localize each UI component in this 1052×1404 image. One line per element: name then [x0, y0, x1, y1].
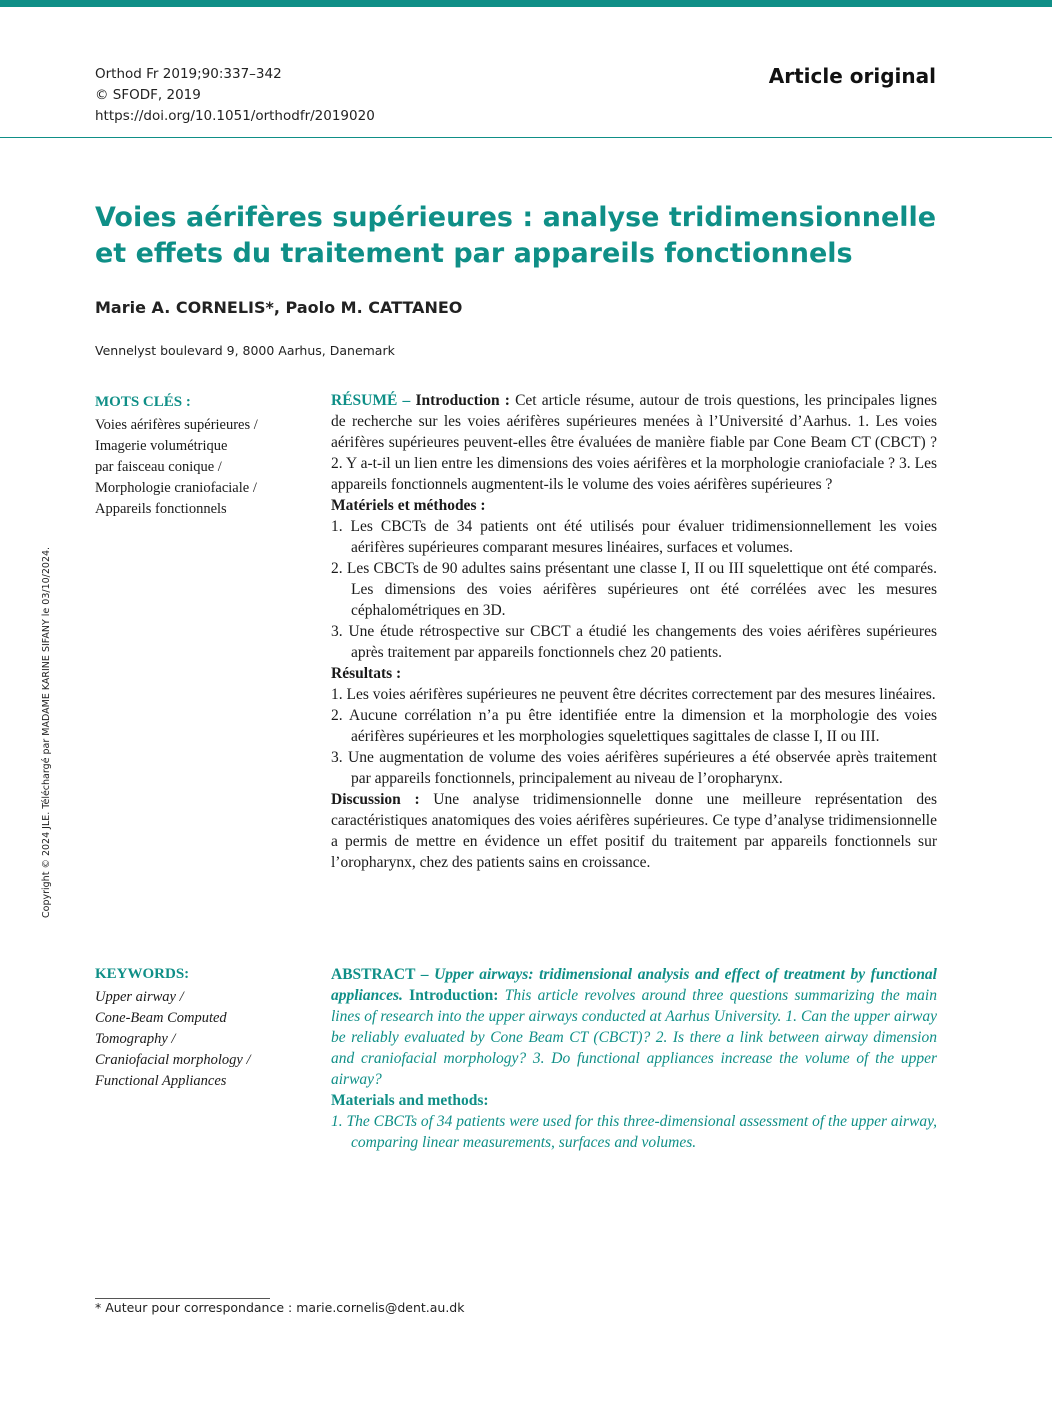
corresponding-author-footnote: * Auteur pour correspondance : marie.cornelis@dent.au.dk: [95, 1300, 465, 1315]
list-item: 1. Les CBCTs de 34 patients ont été utilisés pour évaluer tridimensionnellement les voies aérifères supérieures comparant mesures linéaires, surfaces et volumes.: [331, 518, 937, 556]
keyword-item: Appareils fonctionnels: [95, 501, 227, 517]
side-copyright-notice: Copyright © 2024 JLE. Téléchargé par MADAME KARINE SIFANY le 03/10/2024.: [41, 546, 52, 918]
resume-intro-text: Cet article résume, autour de trois questions, les principales lignes de recherche sur les voies aérifères supérieures menées à l’Université d’Aarhus. 1. Les voies aérifères supérieures peuvent-elles être évaluées de manière fiable par Cone Beam CT (CBCT) ? 2. Y a-t-il un lien entre les dimensions des voies aérifères et la morphologie craniofaciale ? 3. Les appareils fonctionnels augmentent-ils le volume des voies aérifères supérieures ?: [331, 392, 938, 493]
title-line-2: et effets du traitement par appareils fonctionnels: [95, 238, 853, 269]
abstract-label: ABSTRACT –: [331, 966, 429, 983]
resume-discussion: [331, 789, 937, 873]
abstract-methods-heading: Materials and methods:: [331, 1092, 489, 1109]
resume-results-heading: Résultats :: [331, 665, 402, 682]
resume-discussion-text: Une analyse tridimensionnelle donne une meilleure représentation des caractéristiques anatomiques des voies aérifères supérieures. Ce type d’analyse tridimensionnelle a permis de mettre en évidence un effet positif du traitement par appareils fonctionnels sur l’oropharynx, chez des patients sains en croissance.: [331, 791, 937, 871]
resume-intro: [331, 390, 937, 495]
keyword-item: Morphologie craniofaciale /: [95, 480, 257, 496]
list-item: 3. Une étude rétrospective sur CBCT a étudié les changements des voies aérifères supérieures après traitement par appareils fonctionnels chez 20 patients.: [331, 623, 937, 661]
affiliation: Vennelyst boulevard 9, 8000 Aarhus, Danemark: [95, 343, 395, 358]
keyword-item: Cone-Beam Computed: [95, 1010, 227, 1026]
resume-methods-list: [331, 516, 937, 663]
abstract-en: [331, 964, 937, 1153]
keyword-item: Tomography /: [95, 1031, 176, 1047]
list-item: 2. Aucune corrélation n’a pu être identifiée entre la dimension et la morphologie des voies aérifères supérieures et les morphologies squelettiques sagittales de classe I, II ou III.: [331, 707, 937, 745]
list-item: 3. Une augmentation de volume des voies aérifères supérieures a été observée après traitement par appareils fonctionnels, principalement au niveau de l’oropharynx.: [331, 749, 937, 787]
resume-intro-label: Introduction :: [415, 392, 510, 409]
article-title: [95, 200, 955, 272]
list-item: 1. The CBCTs of 34 patients were used for this three-dimensional assessment of the upper airway, comparing linear measurements, surfaces and volumes.: [331, 1113, 937, 1151]
citation-block: [95, 64, 375, 127]
copyright-line: © SFODF, 2019: [95, 87, 201, 103]
journal-citation: Orthod Fr 2019;90:337–342: [95, 66, 282, 82]
authors: Marie A. CORNELIS*, Paolo M. CATTANEO: [95, 298, 463, 317]
keyword-item: Imagerie volumétrique: [95, 438, 228, 454]
abstract-title: Upper airways: tridimensional analysis and effect of treatment by functional appliances.: [331, 966, 937, 1004]
abstract-intro-text: This article revolves around three questions summarizing the main lines of research into the upper airways conducted at Aarhus University. 1. Can the upper airway be reliably evaluated by Cone Beam CT (CBCT)? 2. Is there a link between airway dimension and craniofacial morphology? 3. Do functional appliances increase the volume of the upper airway?: [331, 987, 937, 1088]
abstract-intro-label: Introduction:: [409, 987, 499, 1004]
keyword-item: par faisceau conique /: [95, 459, 222, 475]
resume-methods-heading: Matériels et méthodes :: [331, 497, 486, 514]
article-type: Article original: [768, 64, 936, 88]
keyword-item: Functional Appliances: [95, 1073, 227, 1089]
abstract-methods-list: [331, 1111, 937, 1153]
resume-results-list: [331, 684, 937, 789]
keyword-item: Voies aérifères supérieures /: [95, 417, 258, 433]
keyword-item: Craniofacial morphology /: [95, 1052, 251, 1068]
top-accent-bar: [0, 0, 1052, 7]
footnote-divider: [95, 1298, 270, 1299]
keyword-item: Upper airway /: [95, 989, 184, 1005]
keywords-en: [95, 964, 305, 1092]
resume-discussion-label: Discussion :: [331, 791, 420, 808]
list-item: 2. Les CBCTs de 90 adultes sains présentant une classe I, II ou III squelettique ont été comparés. Les dimensions des voies aérifères supérieures ont été corrélées avec les mesures céphalométriques en 3D.: [331, 560, 937, 619]
keywords-fr: [95, 392, 305, 520]
resume-fr: [331, 390, 937, 873]
doi-link[interactable]: https://doi.org/10.1051/orthodfr/2019020: [95, 108, 375, 124]
list-item: 1. Les voies aérifères supérieures ne peuvent être décrites correctement par des mesures linéaires.: [331, 686, 936, 703]
header-divider: [0, 137, 1052, 138]
abstract-intro: [331, 964, 937, 1090]
title-line-1: Voies aérifères supérieures : analyse tridimensionnelle: [95, 202, 937, 233]
resume-label: RÉSUMÉ –: [331, 392, 411, 409]
keywords-fr-heading: MOTS CLÉS :: [95, 394, 191, 410]
keywords-en-heading: KEYWORDS:: [95, 966, 190, 982]
